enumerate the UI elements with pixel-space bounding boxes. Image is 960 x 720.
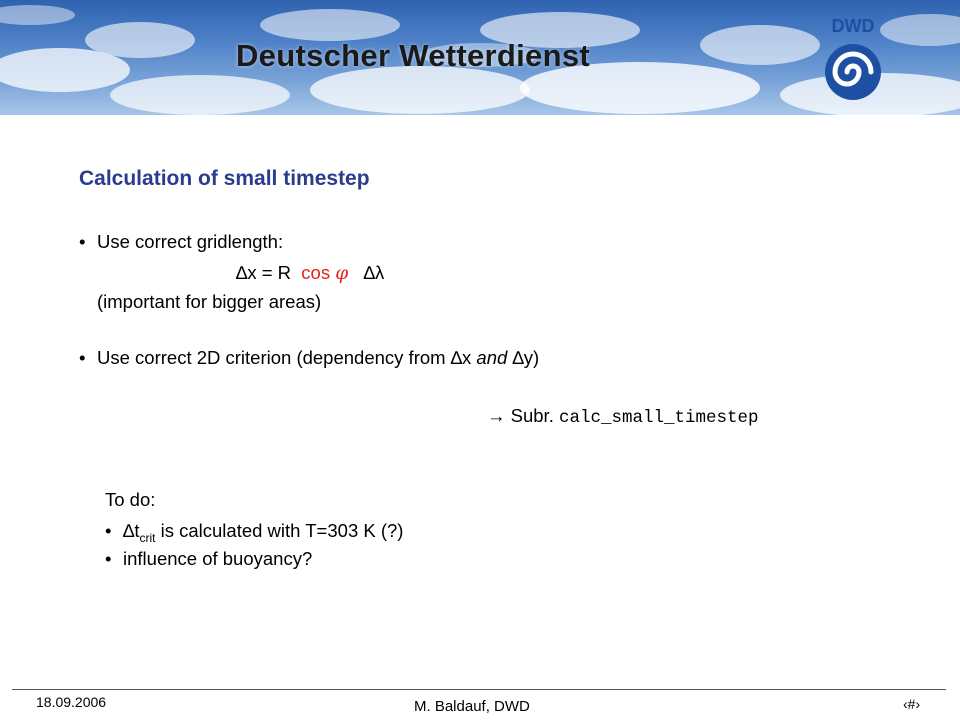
footer-page-number: ‹#› bbox=[903, 696, 921, 712]
arrow-right-icon: → bbox=[487, 405, 506, 426]
bullet-marker: • bbox=[79, 347, 86, 368]
logo-text: DWD bbox=[831, 16, 875, 36]
bullet-marker: • bbox=[79, 231, 86, 252]
slide-heading: Calculation of small timestep bbox=[79, 167, 370, 190]
header-banner bbox=[0, 0, 960, 115]
footer-author: M. Baldauf, DWD bbox=[414, 698, 530, 715]
subroutine-reference bbox=[487, 405, 759, 429]
criterion-dx: ∆x bbox=[450, 347, 472, 368]
todo-tcrit-sub: crit bbox=[139, 531, 156, 545]
todo-title: To do: bbox=[105, 489, 156, 510]
banner-title: Deutscher Wetterdienst bbox=[236, 38, 591, 73]
formula-phi: φ bbox=[335, 263, 349, 284]
criterion-text: Use correct 2D criterion (dependency from bbox=[97, 347, 451, 368]
dwd-logo-icon bbox=[818, 12, 888, 104]
bullet-marker: • bbox=[105, 548, 112, 569]
todo-item-tcrit bbox=[105, 520, 403, 549]
formula-lhs: ∆x = R bbox=[236, 262, 292, 283]
bullet-gridlength-label: Use correct gridlength: bbox=[97, 231, 284, 252]
bullet-gridlength bbox=[79, 231, 283, 253]
todo-buoyancy-text: influence of buoyancy? bbox=[123, 548, 313, 569]
formula-cos: cos bbox=[301, 262, 331, 283]
footer-divider bbox=[12, 689, 946, 690]
criterion-dy: ∆y) bbox=[512, 347, 540, 368]
gridlength-formula bbox=[236, 262, 384, 285]
footer-date: 18.09.2006 bbox=[36, 694, 107, 710]
subroutine-name: calc_small_timestep bbox=[558, 408, 759, 428]
formula-rhs: ∆λ bbox=[363, 262, 385, 283]
todo-tcrit-rest: is calculated with T=303 K (?) bbox=[155, 520, 404, 541]
bullet-2d-criterion bbox=[79, 347, 539, 369]
criterion-and: and bbox=[476, 347, 508, 368]
gridlength-note: (important for bigger areas) bbox=[97, 291, 322, 312]
bullet-marker: • bbox=[105, 520, 112, 541]
subroutine-prefix: Subr. bbox=[510, 405, 554, 426]
todo-item-buoyancy bbox=[105, 548, 312, 570]
todo-tcrit-delta: ∆t bbox=[123, 520, 140, 541]
